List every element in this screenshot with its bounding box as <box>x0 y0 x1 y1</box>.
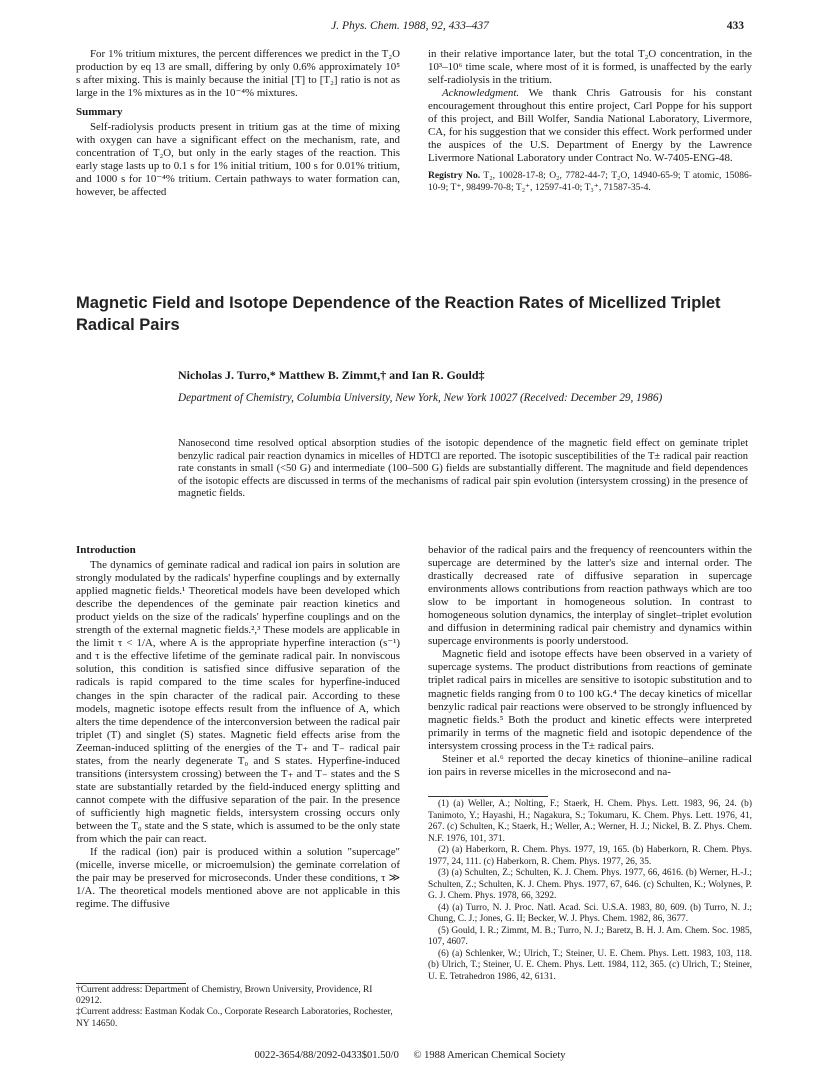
footnote-item: ‡Current address: Eastman Kodak Co., Corporate Research Laboratories, Rochester, NY 14650. <box>76 1007 393 1029</box>
article-affiliation: Department of Chemistry, Columbia University, New York, New York 10027 (Received: December 29, 1986) <box>178 392 663 404</box>
references-divider <box>428 796 548 797</box>
acknowledgment-text: We thank Chris Gatrousis for his constant encouragement throughout this entire project, Carl Poppe for his support of this project, and Bill Wolfer, Sandia National Laboratory, Livermore, CA, for his suggestion that we consider this effect. Work performed under the auspices of the U.S. Department of Energy by the Lawrence Livermore National Laboratory under Contract No. W-7405-ENG-48. <box>428 87 752 165</box>
prev-article-right-column <box>428 48 752 194</box>
introduction-paragraph-2: If the radical (ion) pair is produced within a solution "supercage" (micelle, inverse micelle, or microemulsion) the geminate correlation of the pair may be preserved for microseconds. Under these conditions, τ ≫ 1/A. The theoretical models mentioned above are not applicable in this regime. The diffusive <box>76 846 400 911</box>
registry-label: Registry No. <box>428 170 481 182</box>
reference-item: (6) (a) Schlenker, W.; Ulrich, T.; Steiner, U. E. Chem. Phys. Lett. 1983, 103, 118. (b) Ulrich, T.; Steiner, U. E. Chem. Phys. Lett. 1984, 112, 365. (c) Ulrich, T.; Steiner, U. E. Tetrahedron 1986, 42, 6131. <box>428 948 752 982</box>
reference-item: (4) (a) Turro, N. J. Proc. Natl. Acad. Sci. U.S.A. 1983, 80, 609. (b) Turro, N. J.; Chung, C. J.; Jones, G. II; Becker, W. J. Phys. Chem. 1982, 86, 3677. <box>428 902 752 924</box>
reference-item: (3) (a) Schulten, Z.; Schulten, K. J. Chem. Phys. 1977, 66, 4616. (b) Werner, H.-J.; Schulten, Z.; Schulten, K. J. Chem. Phys. 1977, 67, 646. (c) Schulten, K.; Wolynes, P. G. J. Chem. Phys. 1978, 66, 3292. <box>428 868 752 901</box>
prev-article-left-column <box>76 48 400 200</box>
introduction-right-column <box>428 544 752 779</box>
prev-article-continuation: in their relative importance later, but the total T₂O concentration, in the 10³–10⁶ time scale, where most of it is formed, is unaffected by the early self-radiolysis in the tritium. <box>428 48 752 87</box>
running-header <box>76 20 744 36</box>
reference-item: (5) Gould, I. R.; Zimmt, M. B.; Turro, N. J.; Baretz, B. H. J. Am. Chem. Soc. 1985, 107, 4607. <box>428 925 752 947</box>
journal-citation: J. Phys. Chem. 1988, 92, 433–437 <box>331 20 489 32</box>
reference-item: (2) (a) Haberkorn, R. Chem. Phys. 1977, 19, 165. (b) Haberkorn, R. Chem. Phys. 1977, 24, 111. (c) Haberkorn, R. Chem. Phys. 1977, 26, 35. <box>428 845 752 867</box>
acknowledgment-label: Acknowledgment. <box>442 87 520 100</box>
references-list <box>428 799 752 983</box>
introduction-paragraph-3: Magnetic field and isotope effects have been observed in a variety of supercage systems. The product distributions from reactions of geminate triplet radical pairs in micelles are sensitive to isotopic substitution and to magnetic fields ranging from 0 to 100 kG.⁴ The decay kinetics of micellar benzylic radical pair reactions were observed to be strongly influenced by magnetic fields.⁵ Both the product and kinetic effects were interpreted primarily in terms of the magnetic field and isotopic dependence of the intersystem crossing process in the T± radical pairs. <box>428 648 752 752</box>
introduction-continuation: behavior of the radical pairs and the frequency of reencounters within the supercage are determined by the latter's size and internal order. The drastically decreased rate of diffusive separation in supercage environments allows contributions from reaction pathways which are too slow to be important in homogeneous solution. In contrast to homogeneous solution dynamics, the interplay of singlet–triplet evolution and diffusion in determining radical pair chemistry and dynamics within supercage environments is poorly understood. <box>428 544 752 648</box>
introduction-paragraph-1: The dynamics of geminate radical and radical ion pairs in solution are strongly modulated by the radicals' hyperfine couplings and by externally applied magnetic fields.¹ Theoretical models have been developed which describe the dependences of the geminate pair reaction kinetics and product yields on the size of the radicals' hyperfine couplings and on the strength of the external magnetic fields.²,³ These models are applicable in the limit τ < 1/A, where A is the appropriate hyperfine interaction (s⁻¹) and τ is the effective lifetime of the geminate radical pair. In nonviscous solution, this condition is satisfied since diffusive separation of the radicals is rapid compared to the time scales for hyperfine-induced changes in the spin character of the radical pair. According to these models, magnetic isotope effects result from the influence of A, which alters the time dependence of the interconversion between the radical pair triplet (T) and singlet (S) states. Magnetic field effects arise from the Zeeman-induced splitting of the energies of the T₊ and T₋ radical pair states, from the nearly degenerate T₀ and S states. Hyperfine-induced transitions (intersystem crossing) between the T₊ and T₋ states and the S state are substantially retarded by the field-induced energy splitting and cannot compete with the diffusive separation of the pair. In the presence of sufficiently high magnetic fields, intersystem crossing occurs only between the T₀ state and the S state, which is assumed to be the only state from which the pair can react. <box>76 559 400 846</box>
footnote-item: †Current address: Department of Chemistry, Brown University, Providence, RI 02912. <box>76 985 373 1007</box>
issn-code: 0022-3654/88/2092-0433$01.50/0 <box>254 1050 399 1061</box>
page-footer <box>0 1050 820 1061</box>
acknowledgment-paragraph <box>428 87 752 165</box>
author-footnotes <box>76 985 400 1030</box>
copyright-notice: © 1988 American Chemical Society <box>413 1050 566 1061</box>
summary-heading: Summary <box>76 106 123 119</box>
prev-article-paragraph: For 1% tritium mixtures, the percent differences we predict in the T₂O production by eq 13 are small, differing by only 0.6% approximately 10⁵ s after mixing. This is mainly because the initial [T] to [T₂] ratio is not as large in the 1% mixtures as in the 10⁻⁴% mixtures. <box>76 48 400 100</box>
article-authors: Nicholas J. Turro,* Matthew B. Zimmt,† and Ian R. Gould‡ <box>178 368 485 382</box>
introduction-heading: Introduction <box>76 544 136 556</box>
introduction-paragraph-4: Steiner et al.⁶ reported the decay kinetics of thionine–aniline radical ion pairs in reverse micelles in the microsecond and na- <box>428 752 752 778</box>
article-title: Magnetic Field and Isotope Dependence of the Reaction Rates of Micellized Triplet Radical Pairs <box>76 294 721 334</box>
page-number: 433 <box>726 20 744 32</box>
footnote-divider <box>76 983 186 984</box>
article-abstract: Nanosecond time resolved optical absorption studies of the isotopic dependence of the magnetic field effect on geminate triplet benzylic radical pair reaction dynamics in micelles of HDTCl are reported. The isotopic susceptibilities of the T± radical pair reaction rate constants in small (<50 G) and intermediate (100–500 G) fields are substantially different. The magnitude and field dependences of the isotopic effects are discussed in terms of the mechanisms of radical pair spin evolution (intersystem crossing) in the presence of magnetic fields. <box>178 438 748 500</box>
reference-item: (1) (a) Weller, A.; Nolting, F.; Staerk, H. Chem. Phys. Lett. 1983, 96, 24. (b) Tanimoto, Y.; Hayashi, H.; Nagakura, S.; Tokumaru, K. Chem. Phys. Lett. 1976, 41, 267. (c) Schulten, K.; Staerk, H.; Weller, A.; Werner, H. J.; Nickel, B. Z. Phys. Chem. N.F. 1976, 101, 371. <box>428 799 752 844</box>
registry-text: T₂, 10028-17-8; O₂, 7782-44-7; T₂O, 14940-65-9; T atomic, 15086-10-9; T⁺, 98499-70-8; T₂⁺, 12597-41-0; T₃⁺, 71587-35-4. <box>428 170 752 194</box>
summary-paragraph: Self-radiolysis products present in tritium gas at the time of mixing with oxygen can have a significant effect on the mechanism, rate, and concentration of T₂O, but only in the early stages of the reaction. This early stage lasts up to 0.1 s for 1% initial tritium, 100 s for 0.01% tritium, and 1000 s for 10⁻⁴% tritium. Certain pathways to water formation can, however, be affected <box>76 121 400 199</box>
introduction-left-column <box>76 544 400 911</box>
registry-numbers <box>428 170 752 194</box>
